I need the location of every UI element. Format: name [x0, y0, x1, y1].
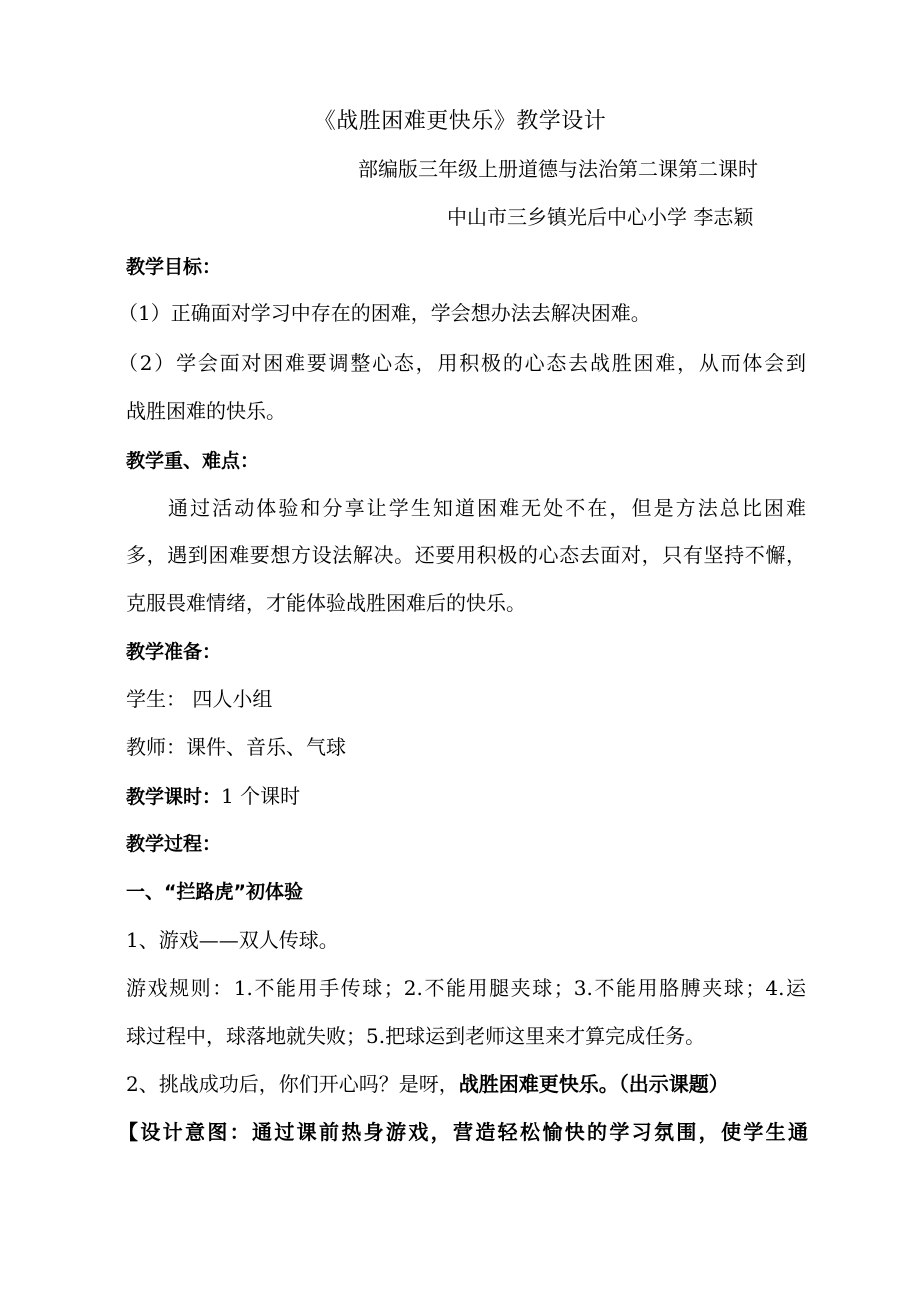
game-rules-line-1: 游戏规则：1.不能用手传球；2.不能用腿夹球；3.不能用胳膊夹球；4.运	[126, 976, 806, 1000]
hours-value: 1 个课时	[221, 784, 301, 808]
preparation-teacher: 教师：课件、音乐、气球	[126, 735, 346, 759]
step-2-emphasis: 战胜困难更快乐。（出示课题）	[458, 1072, 729, 1096]
design-intent: 【设计意图：通过课前热身游戏，营造轻松愉快的学习氛围，使学生通	[118, 1120, 808, 1144]
document-author: 中山市三乡镇光后中心小学 李志颖	[447, 205, 754, 229]
game-rules-line-2: 球过程中，球落地就失败；5.把球运到老师这里来才算完成任务。	[126, 1024, 706, 1048]
objective-item-1: （1）正确面对学习中存在的困难，学会想办法去解决困难。	[118, 301, 651, 325]
hours-line	[126, 784, 300, 809]
key-points-line-1: 通过活动体验和分享让学生知道困难无处不在，但是方法总比困难	[168, 496, 806, 520]
key-points-heading: 教学重、难点：	[126, 450, 260, 472]
key-points-line-3: 克服畏难情绪，才能体验战胜困难后的快乐。	[126, 591, 526, 615]
objective-item-2-line-2: 战胜困难的快乐。	[126, 399, 286, 423]
preparation-heading: 教学准备：	[126, 641, 222, 663]
key-points-line-2: 多，遇到困难要想方设法解决。还要用积极的心态去面对，只有坚持不懈，	[126, 543, 806, 567]
preparation-students: 学生： 四人小组	[126, 687, 273, 711]
objective-item-2-line-1: （2）学会面对困难要调整心态，用积极的心态去战胜困难，从而体会到	[118, 351, 806, 375]
step-2-text: 2、挑战成功后，你们开心吗？是呀，	[126, 1072, 459, 1096]
document-title: 《战胜困难更快乐》教学设计	[313, 109, 607, 134]
step-2	[126, 1072, 729, 1096]
process-heading: 教学过程：	[126, 833, 222, 855]
hours-label: 教学课时：	[126, 786, 222, 808]
part-1-heading: 一、“拦路虎”初体验	[126, 881, 303, 903]
step-1: 1、游戏——双人传球。	[126, 928, 339, 952]
document-subtitle: 部编版三年级上册道德与法治第二课第二课时	[358, 157, 758, 181]
objectives-heading: 教学目标：	[126, 256, 222, 278]
